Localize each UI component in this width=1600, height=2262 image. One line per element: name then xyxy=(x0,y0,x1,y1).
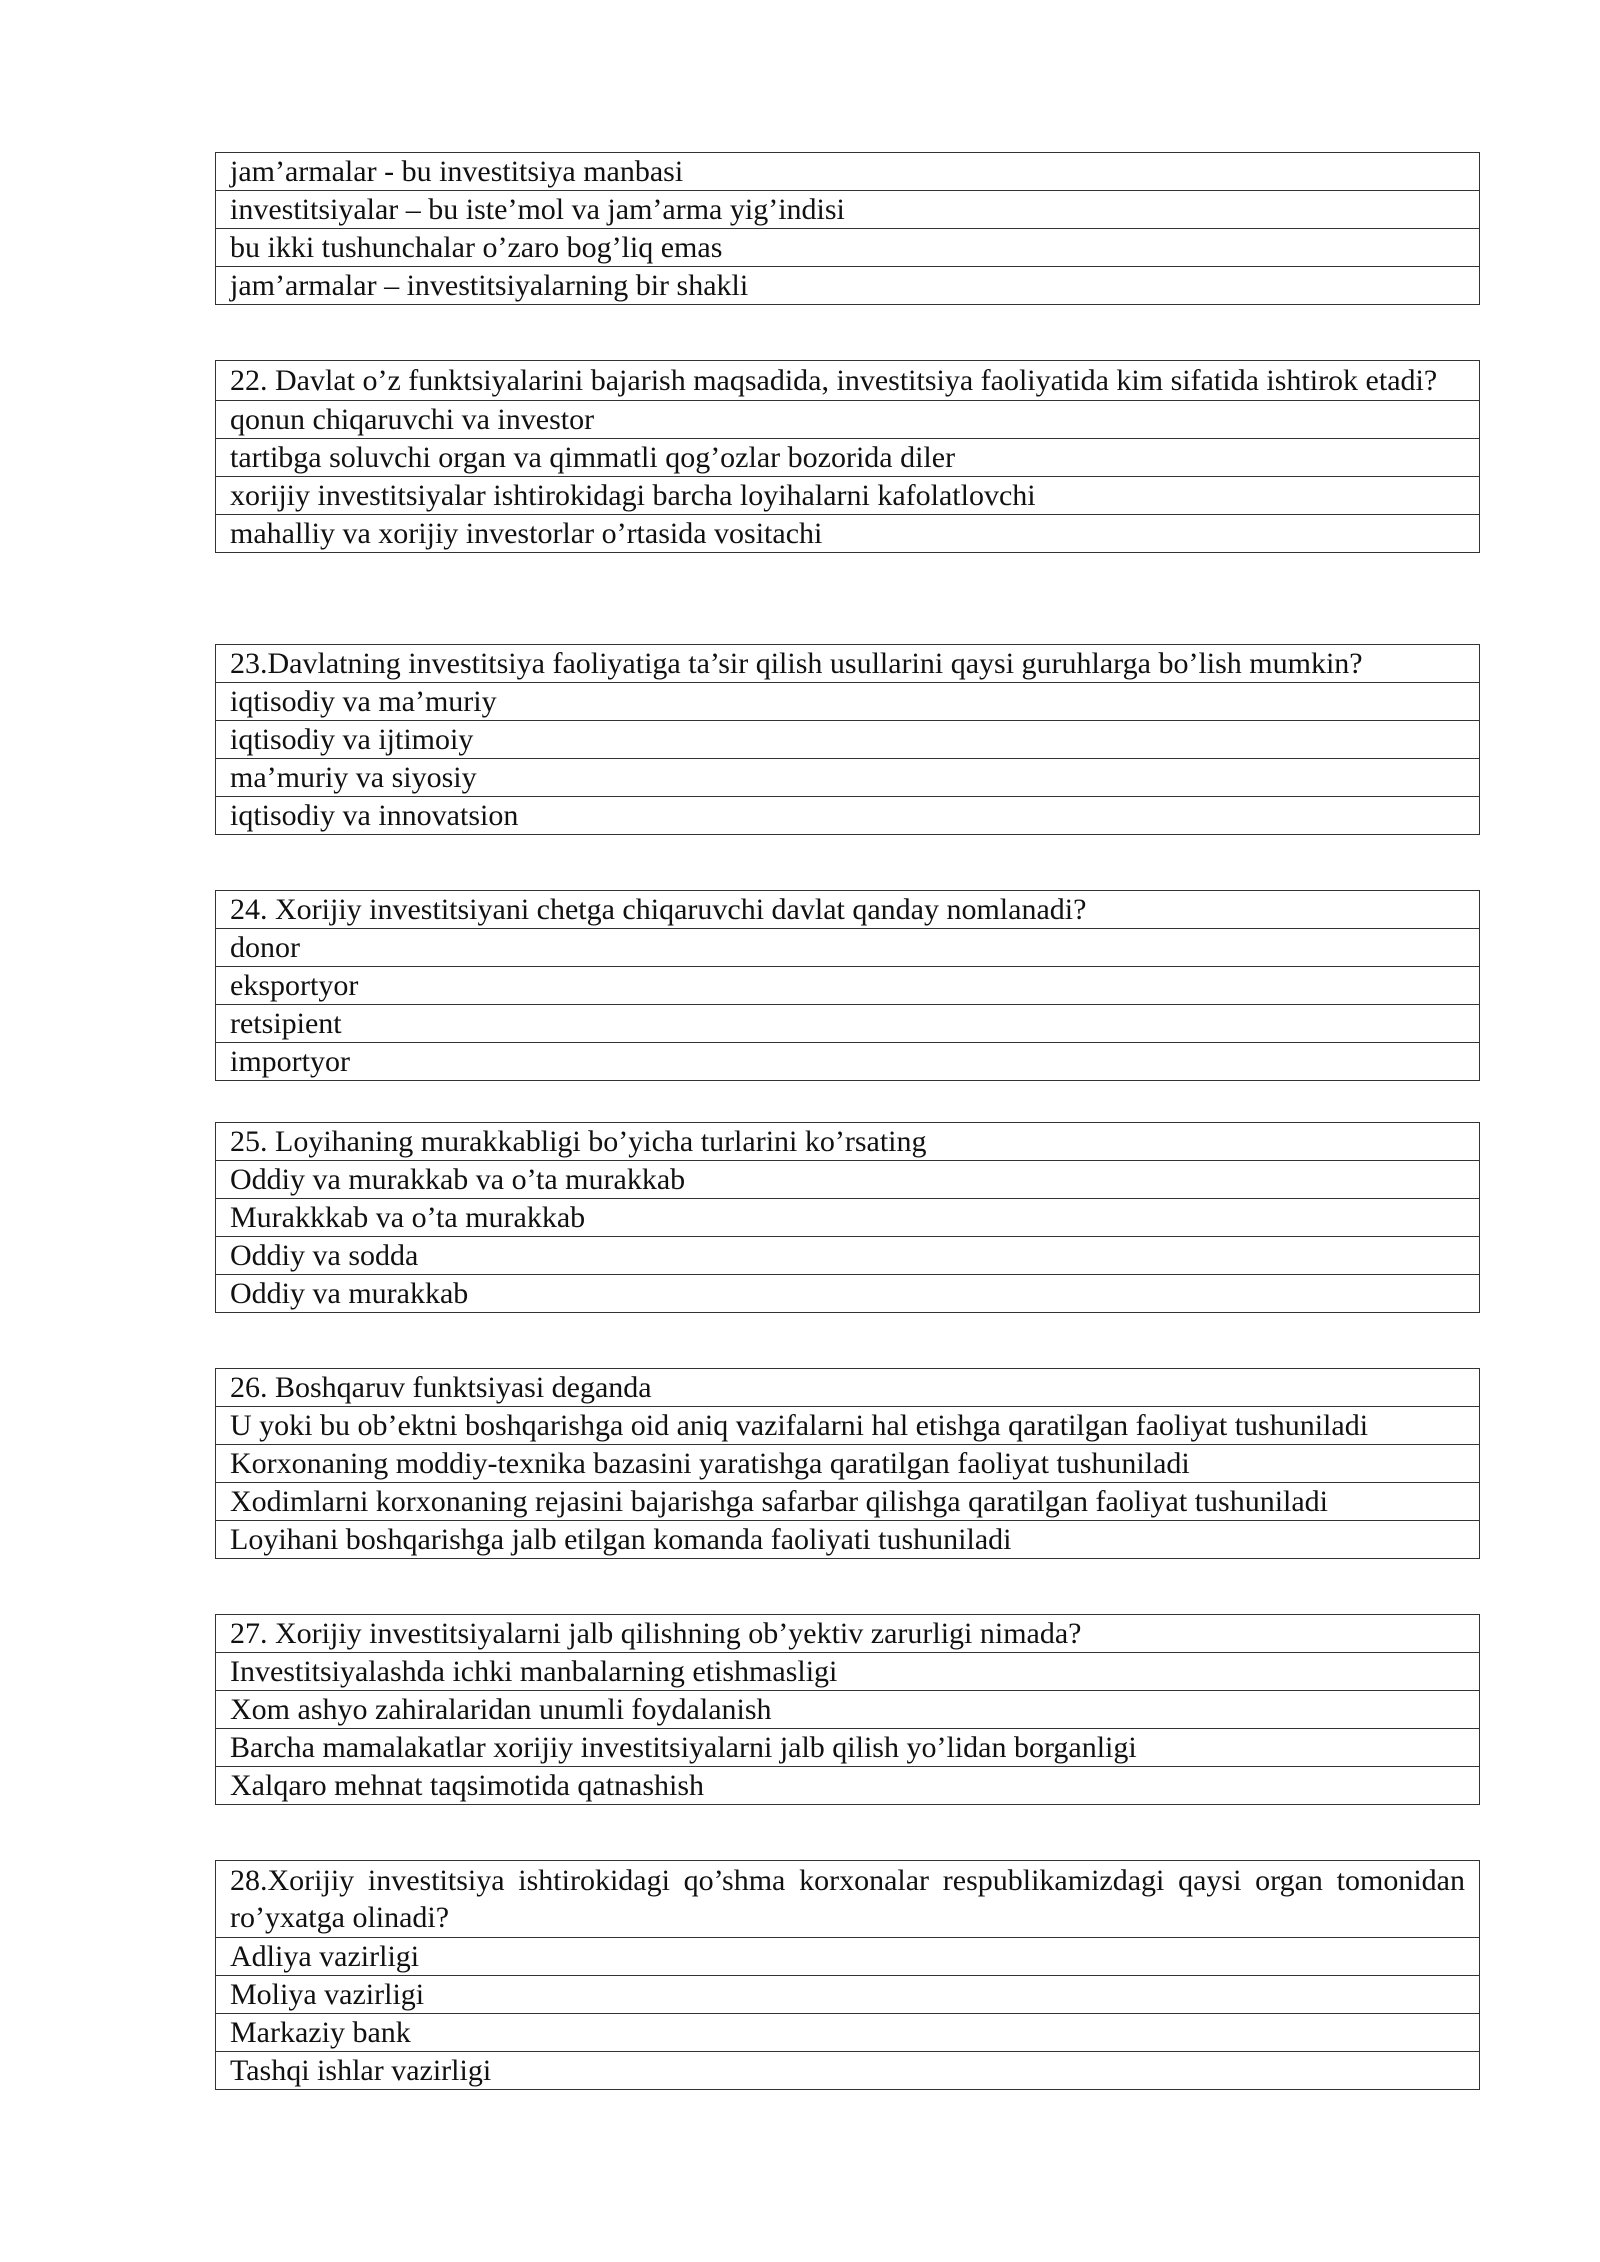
question-block-23 xyxy=(215,644,1480,835)
question-text: 23.Davlatning investitsiya faoliyatiga ta’sir qilish usullarini qaysi guruhlarga bo’lish mumkin? xyxy=(216,645,1480,683)
answer-option[interactable]: importyor xyxy=(216,1043,1480,1081)
question-row xyxy=(216,891,1480,929)
question-row xyxy=(216,1123,1480,1161)
answer-option[interactable]: bu ikki tushunchalar o’zaro bog’liq emas xyxy=(216,229,1480,267)
answer-option[interactable]: iqtisodiy va ma’muriy xyxy=(216,683,1480,721)
question-text: 24. Xorijiy investitsiyani chetga chiqaruvchi davlat qanday nomlanadi? xyxy=(216,891,1480,929)
question-row xyxy=(216,361,1480,401)
question-block-21-options xyxy=(215,152,1480,305)
question-block-22 xyxy=(215,360,1480,553)
answer-option[interactable]: eksportyor xyxy=(216,967,1480,1005)
answer-option[interactable]: iqtisodiy va ijtimoiy xyxy=(216,721,1480,759)
answer-option[interactable]: Murakkkab va o’ta murakkab xyxy=(216,1199,1480,1237)
answer-option[interactable]: U yoki bu ob’ektni boshqarishga oid aniq vazifalarni hal etishga qaratilgan faoliyat tushuniladi xyxy=(216,1407,1480,1445)
answer-option-row xyxy=(216,721,1480,759)
answer-option[interactable]: tartibga soluvchi organ va qimmatli qog’ozlar bozorida diler xyxy=(216,439,1480,477)
answer-option[interactable]: Loyihani boshqarishga jalb etilgan komanda faoliyati tushuniladi xyxy=(216,1521,1480,1559)
answer-option[interactable]: mahalliy va xorijiy investorlar o’rtasida vositachi xyxy=(216,515,1480,553)
answer-option-row xyxy=(216,1445,1480,1483)
answer-option-row xyxy=(216,1521,1480,1559)
answer-option-row xyxy=(216,1691,1480,1729)
answer-option-row xyxy=(216,1407,1480,1445)
answer-option[interactable]: Xom ashyo zahiralaridan unumli foydalanish xyxy=(216,1691,1480,1729)
question-block-25 xyxy=(215,1122,1480,1313)
answer-option-row xyxy=(216,1005,1480,1043)
answer-option-row xyxy=(216,1976,1480,2014)
answer-option-row xyxy=(216,1729,1480,1767)
answer-option[interactable]: Adliya vazirligi xyxy=(216,1938,1480,1976)
answer-option-row xyxy=(216,1653,1480,1691)
question-block-24 xyxy=(215,890,1480,1081)
answer-option[interactable]: Tashqi ishlar vazirligi xyxy=(216,2052,1480,2090)
question-block-26 xyxy=(215,1368,1480,1559)
answer-option[interactable]: donor xyxy=(216,929,1480,967)
answer-option-row xyxy=(216,229,1480,267)
answer-option[interactable]: Barcha mamalakatlar xorijiy investitsiyalarni jalb qilish yo’lidan borganligi xyxy=(216,1729,1480,1767)
answer-option[interactable]: Oddiy va murakkab va o’ta murakkab xyxy=(216,1161,1480,1199)
question-row xyxy=(216,1861,1480,1938)
answer-option-row xyxy=(216,1161,1480,1199)
question-row xyxy=(216,1615,1480,1653)
answer-option-row xyxy=(216,967,1480,1005)
answer-option-row xyxy=(216,797,1480,835)
answer-option-row xyxy=(216,1767,1480,1805)
answer-option[interactable]: Oddiy va sodda xyxy=(216,1237,1480,1275)
answer-option[interactable]: Investitsiyalashda ichki manbalarning etishmasligi xyxy=(216,1653,1480,1691)
question-row xyxy=(216,1369,1480,1407)
question-block-28 xyxy=(215,1860,1480,2090)
answer-option[interactable]: Xalqaro mehnat taqsimotida qatnashish xyxy=(216,1767,1480,1805)
question-text: 28.Xorijiy investitsiya ishtirokidagi qo’shma korxonalar respublikamizdagi qaysi organ tomonidan ro’yxatga olinadi? xyxy=(216,1861,1480,1938)
answer-option-row xyxy=(216,1275,1480,1313)
question-row xyxy=(216,645,1480,683)
answer-option-row xyxy=(216,683,1480,721)
answer-option[interactable]: Oddiy va murakkab xyxy=(216,1275,1480,1313)
answer-option-row xyxy=(216,1237,1480,1275)
answer-option-row xyxy=(216,267,1480,305)
answer-option-row xyxy=(216,929,1480,967)
answer-option-row xyxy=(216,191,1480,229)
answer-option[interactable]: investitsiyalar – bu iste’mol va jam’arma yig’indisi xyxy=(216,191,1480,229)
question-text: 22. Davlat o’z funktsiyalarini bajarish maqsadida, investitsiya faoliyatida kim sifatida ishtirok etadi? xyxy=(216,361,1480,401)
answer-option-row xyxy=(216,1483,1480,1521)
answer-option-row xyxy=(216,153,1480,191)
answer-option[interactable]: Xodimlarni korxonaning rejasini bajarishga safarbar qilishga qaratilgan faoliyat tushuniladi xyxy=(216,1483,1480,1521)
question-text: 27. Xorijiy investitsiyalarni jalb qilishning ob’yektiv zarurligi nimada? xyxy=(216,1615,1480,1653)
answer-option[interactable]: ma’muriy va siyosiy xyxy=(216,759,1480,797)
answer-option[interactable]: jam’armalar - bu investitsiya manbasi xyxy=(216,153,1480,191)
answer-option-row xyxy=(216,515,1480,553)
answer-option[interactable]: Korxonaning moddiy-texnika bazasini yaratishga qaratilgan faoliyat tushuniladi xyxy=(216,1445,1480,1483)
answer-option-row xyxy=(216,2052,1480,2090)
answer-option-row xyxy=(216,1043,1480,1081)
answer-option[interactable]: xorijiy investitsiyalar ishtirokidagi barcha loyihalarni kafolatlovchi xyxy=(216,477,1480,515)
answer-option-row xyxy=(216,1199,1480,1237)
answer-option[interactable]: jam’armalar – investitsiyalarning bir shakli xyxy=(216,267,1480,305)
answer-option[interactable]: retsipient xyxy=(216,1005,1480,1043)
question-text: 26. Boshqaruv funktsiyasi deganda xyxy=(216,1369,1480,1407)
answer-option[interactable]: Moliya vazirligi xyxy=(216,1976,1480,2014)
question-text: 25. Loyihaning murakkabligi bo’yicha turlarini ko’rsating xyxy=(216,1123,1480,1161)
answer-option-row xyxy=(216,2014,1480,2052)
answer-option[interactable]: Markaziy bank xyxy=(216,2014,1480,2052)
answer-option-row xyxy=(216,1938,1480,1976)
question-block-27 xyxy=(215,1614,1480,1805)
answer-option-row xyxy=(216,477,1480,515)
answer-option[interactable]: iqtisodiy va innovatsion xyxy=(216,797,1480,835)
answer-option-row xyxy=(216,759,1480,797)
answer-option[interactable]: qonun chiqaruvchi va investor xyxy=(216,401,1480,439)
answer-option-row xyxy=(216,439,1480,477)
answer-option-row xyxy=(216,401,1480,439)
